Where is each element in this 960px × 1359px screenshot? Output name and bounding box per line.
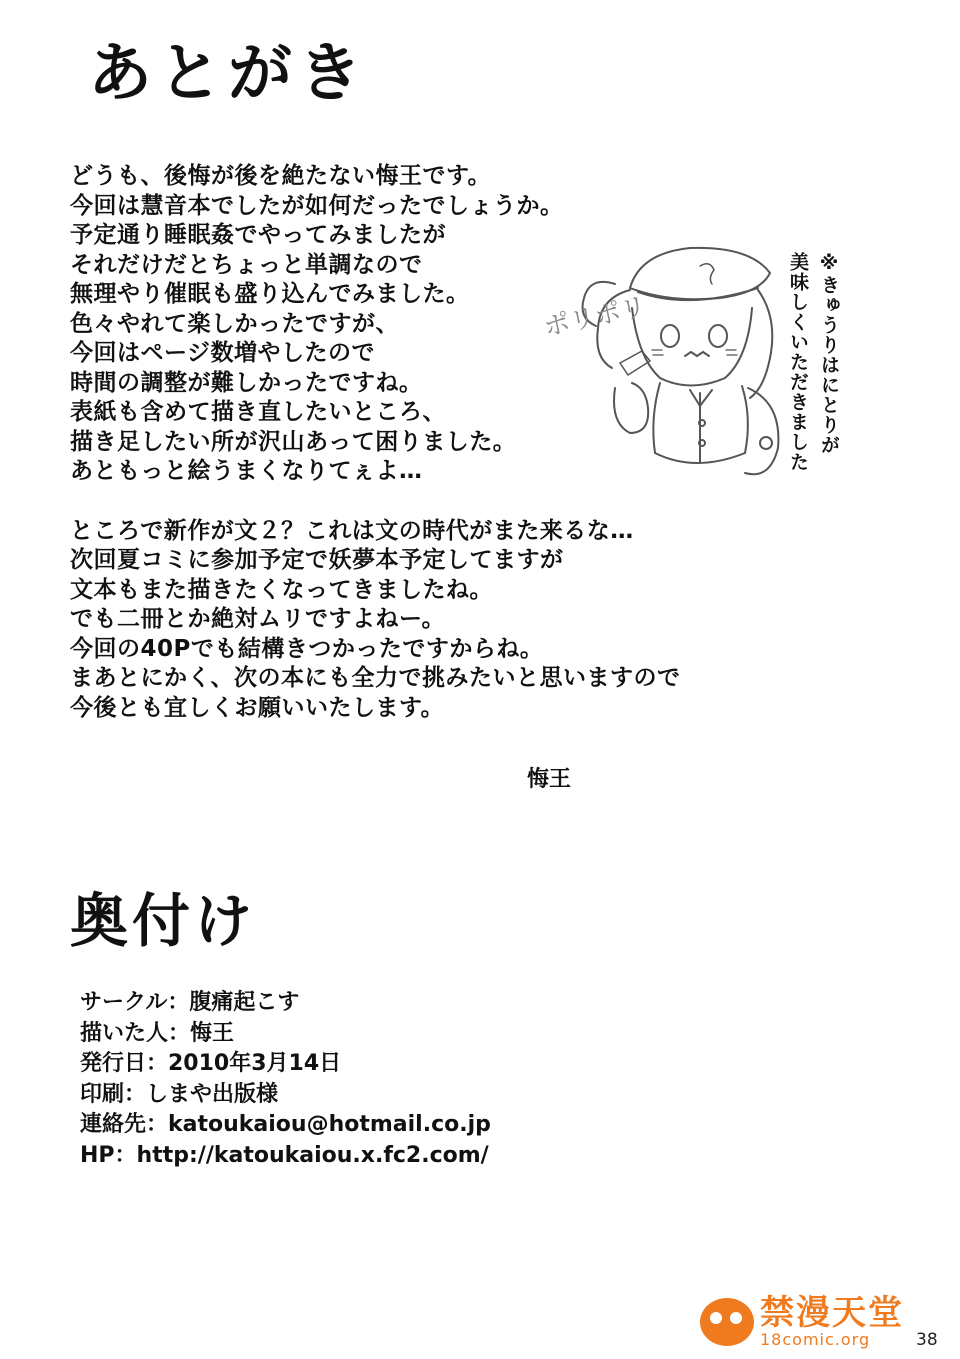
colophon-artist: 描いた人：悔王 bbox=[80, 1020, 235, 1046]
afterword-line: 今回の40Pでも結構きつかったですからね。 bbox=[70, 635, 544, 662]
afterword-line: 色々やれて楽しかったですが、 bbox=[70, 310, 399, 337]
afterword-line: でも二冊とか絶対ムリですよねー。 bbox=[70, 606, 446, 632]
colophon-hp: HP：http://katoukaiou.x.fc2.com/ bbox=[80, 1142, 489, 1168]
afterword-line: 文本もまた描きたくなってきましたね。 bbox=[70, 576, 493, 603]
colophon-date: 発行日：2010年3月14日 bbox=[80, 1051, 342, 1076]
afterword-line: 次回夏コミに参加予定で妖夢本予定してますが bbox=[70, 547, 564, 573]
page-number: 38 bbox=[916, 1330, 938, 1350]
colophon-circle: サークル：腹痛起こす bbox=[80, 990, 300, 1015]
colophon-printer: 印刷：しまや出版様 bbox=[80, 1081, 279, 1107]
afterword-line: どうも、後悔が後を絶たない悔王です。 bbox=[70, 163, 492, 189]
afterword-line: 表紙も含めて描き直したいところ、 bbox=[70, 399, 446, 425]
illustration-note-line: 美味しくいただきました bbox=[787, 252, 809, 472]
afterword-line: それだけだとちょっと単調なので bbox=[70, 251, 423, 278]
afterword-line: 時間の調整が難しかったですね。 bbox=[70, 369, 423, 396]
afterword-line: 描き足したい所が沢山あって困りました。 bbox=[70, 428, 517, 455]
afterword-line: ところで新作が文２？これは文の時代がまた来るな… bbox=[70, 517, 634, 544]
afterword-line: 今回はページ数増やしたので bbox=[70, 340, 376, 366]
afterword-line: まあとにかく、次の本にも全力で挑みたいと思いますので bbox=[70, 665, 681, 691]
colophon-block bbox=[80, 988, 491, 1171]
colophon-title: 奥付け bbox=[70, 887, 257, 955]
afterword-title: あとがき bbox=[88, 37, 368, 111]
watermark-logo bbox=[700, 1293, 904, 1349]
afterword-line: 無理やり催眠も盛り込んでみました。 bbox=[70, 281, 470, 307]
logo-text: 禁漫天堂 bbox=[760, 1293, 904, 1333]
logo-url: 18comic.org bbox=[760, 1330, 871, 1349]
illustration-note-line: ※きゅうりはにとりが bbox=[818, 252, 840, 455]
afterword-line: 今後とも宜しくお願いいたします。 bbox=[70, 694, 445, 721]
afterword-line: 今回は慧音本でしたが如何だったでしょうか。 bbox=[70, 192, 564, 219]
colophon-contact: 連絡先：katoukaiou@hotmail.co.jp bbox=[80, 1112, 491, 1137]
illustration-note bbox=[785, 252, 843, 472]
sfx-text: ポリポリ bbox=[541, 291, 650, 343]
afterword-line: 予定通り睡眠姦でやってみましたが bbox=[70, 222, 446, 248]
afterword-line: あともっと絵うまくなりてぇよ… bbox=[70, 458, 423, 484]
afterword-signature: 悔王 bbox=[527, 767, 572, 792]
mascot-icon bbox=[700, 1298, 754, 1346]
character-sketch bbox=[520, 218, 790, 518]
